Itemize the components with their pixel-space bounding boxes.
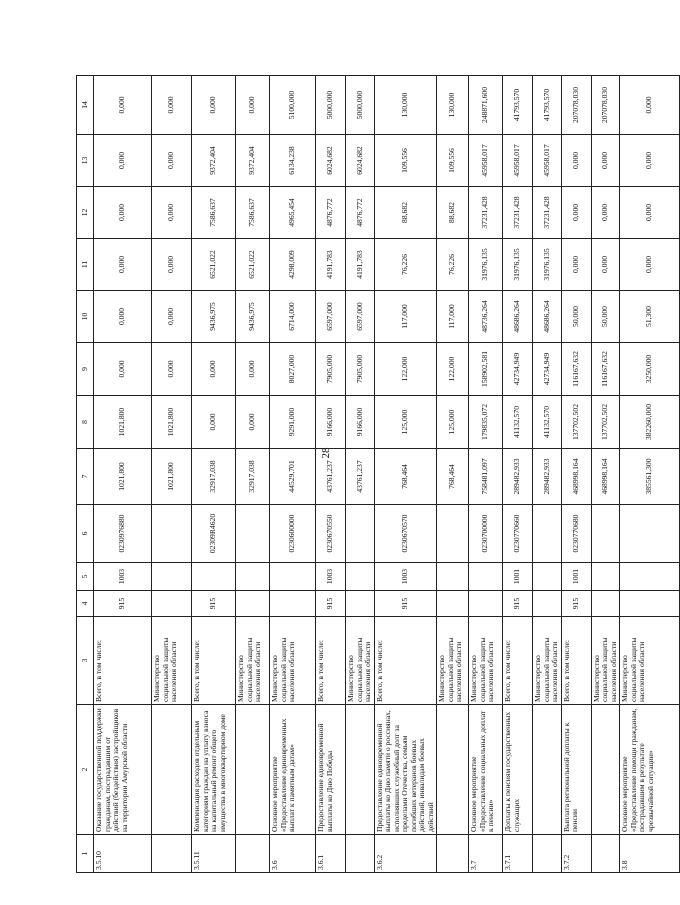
table-cell-col-2: Основное мероприятие «Предоставление социальных доплат к пенсии» xyxy=(469,705,503,835)
table-cell-col-4 xyxy=(437,591,469,617)
table-cell-col-7: 1021,800 xyxy=(152,449,192,505)
table-row xyxy=(561,76,591,873)
table-cell-col-12: 4965,454 xyxy=(270,187,316,239)
table-cell-col-11: 31976,135 xyxy=(503,239,533,291)
table-cell-col-10: 9436,975 xyxy=(192,291,236,343)
table-cell-col-14: 0,000 xyxy=(192,76,236,135)
table-cell-col-7: 468998,164 xyxy=(591,449,620,505)
header-cell: 14 xyxy=(77,76,94,135)
table-cell-col-7: 44529,701 xyxy=(270,449,316,505)
table-cell-col-6: 0230600000 xyxy=(270,505,316,563)
table-cell-col-1: 3.7.2 xyxy=(561,835,591,873)
table-cell-col-12: 88,682 xyxy=(374,187,437,239)
table-cell-col-12: 37231,428 xyxy=(503,187,533,239)
table-cell-col-12: 88,682 xyxy=(437,187,469,239)
table-cell-col-2: Оказание государственной поддержки гражданам, пострадавшим от действий (бездействия) застройщиков на территории Амурской области xyxy=(94,705,152,835)
table-cell-col-7: 43761,237 xyxy=(316,449,346,505)
table-cell-col-8: 179835,072 xyxy=(469,396,503,449)
table-cell-col-2: Компенсация расходов отдельным категориям граждан на уплату взноса на капитальный ремонт общего имущества в многоквартирном доме xyxy=(192,705,236,835)
table-cell-col-11: 0,000 xyxy=(94,239,152,291)
table-cell-col-1: 3.8 xyxy=(620,835,680,873)
table-cell-col-1 xyxy=(346,835,375,873)
header-cell: 13 xyxy=(77,135,94,187)
table-cell-col-11: 4191,783 xyxy=(316,239,346,291)
table-cell-col-11: 0,000 xyxy=(591,239,620,291)
table-cell-col-9: 158902,581 xyxy=(469,343,503,396)
table-cell-col-2 xyxy=(437,705,469,835)
table-cell-col-11: 31976,135 xyxy=(533,239,562,291)
table-cell-col-13: 109,556 xyxy=(374,135,437,187)
table-cell-col-1 xyxy=(152,835,192,873)
table-cell-col-5 xyxy=(236,563,270,591)
table-cell-col-9: 0,000 xyxy=(192,343,236,396)
table-cell-col-12: 0,000 xyxy=(94,187,152,239)
table-cell-col-12: 7586,637 xyxy=(192,187,236,239)
table-cell-col-10: 6597,000 xyxy=(346,291,375,343)
table-cell-col-6: 0230670570 xyxy=(374,505,437,563)
table-cell-col-6 xyxy=(591,505,620,563)
table-cell-col-10: 0,000 xyxy=(94,291,152,343)
table-cell-col-1: 3.7 xyxy=(469,835,503,873)
header-cell: 11 xyxy=(77,239,94,291)
table-cell-col-7: 32917,038 xyxy=(236,449,270,505)
table-cell-col-4: 915 xyxy=(503,591,533,617)
header-cell: 4 xyxy=(77,591,94,617)
table-cell-col-11: 31976,135 xyxy=(469,239,503,291)
header-cell: 12 xyxy=(77,187,94,239)
table-cell-col-8: 137702,502 xyxy=(561,396,591,449)
table-cell-col-1: 3.5.10 xyxy=(94,835,152,873)
table-row xyxy=(533,76,562,873)
table-row xyxy=(346,76,375,873)
table-cell-col-10: 51,300 xyxy=(620,291,680,343)
table-cell-col-2: Предоставление единовременной выплаты ко Дню Победы xyxy=(316,705,346,835)
table-cell-col-13: 45958,017 xyxy=(503,135,533,187)
table-cell-col-12: 37231,428 xyxy=(533,187,562,239)
table-cell-col-4: 915 xyxy=(94,591,152,617)
page-number: 28 xyxy=(320,447,332,459)
table-cell-col-6 xyxy=(152,505,192,563)
header-cell: 2 xyxy=(77,705,94,835)
table-cell-col-6: 0230670550 xyxy=(316,505,346,563)
table-cell-col-1: 3.5.11 xyxy=(192,835,236,873)
header-cell: 9 xyxy=(77,343,94,396)
table-cell-col-4: 915 xyxy=(374,591,437,617)
table-cell-col-2 xyxy=(236,705,270,835)
table-cell-col-9: 0,000 xyxy=(152,343,192,396)
table-cell-col-11: 4191,783 xyxy=(346,239,375,291)
table-cell-col-13: 45958,017 xyxy=(469,135,503,187)
table-header-row xyxy=(77,76,94,873)
table-cell-col-2 xyxy=(152,705,192,835)
table-row xyxy=(437,76,469,873)
table-cell-col-4 xyxy=(152,591,192,617)
table-cell-col-3: Министерство социальной защиты населения области xyxy=(270,617,316,705)
table-cell-col-6: 0230770660 xyxy=(503,505,533,563)
table-cell-col-8: 41132,570 xyxy=(533,396,562,449)
table-cell-col-12: 0,000 xyxy=(620,187,680,239)
table-row xyxy=(374,76,437,873)
table-cell-col-6: 0230700000 xyxy=(469,505,503,563)
table-cell-col-3: Всего, в том числе: xyxy=(561,617,591,705)
table-cell-col-11: 6521,022 xyxy=(192,239,236,291)
table-cell-col-11: 0,000 xyxy=(620,239,680,291)
table-cell-col-12: 0,000 xyxy=(591,187,620,239)
table-cell-col-4 xyxy=(620,591,680,617)
table-cell-col-2 xyxy=(591,705,620,835)
header-cell: 5 xyxy=(77,563,94,591)
table-cell-col-7: 1021,800 xyxy=(94,449,152,505)
table-cell-col-8: 9166,000 xyxy=(346,396,375,449)
table-cell-col-7: 385561,300 xyxy=(620,449,680,505)
table-row xyxy=(620,76,680,873)
table-cell-col-4 xyxy=(469,591,503,617)
table-row xyxy=(469,76,503,873)
table-cell-col-7: 289482,933 xyxy=(533,449,562,505)
table-cell-col-10: 50,000 xyxy=(591,291,620,343)
header-cell: 1 xyxy=(77,835,94,873)
table-cell-col-5 xyxy=(346,563,375,591)
table-cell-col-7: 43761,237 xyxy=(346,449,375,505)
table-cell-col-13: 109,556 xyxy=(437,135,469,187)
table-cell-col-9: 7905,000 xyxy=(346,343,375,396)
table-cell-col-8: 0,000 xyxy=(192,396,236,449)
table-cell-col-9: 0,000 xyxy=(94,343,152,396)
table-cell-col-9: 116167,632 xyxy=(561,343,591,396)
table-row xyxy=(94,76,152,873)
table-cell-col-11: 0,000 xyxy=(152,239,192,291)
table-cell-col-10: 0,000 xyxy=(152,291,192,343)
table-cell-col-3: Министерство социальной защиты населения области xyxy=(346,617,375,705)
table-cell-col-13: 6024,682 xyxy=(346,135,375,187)
table-cell-col-13: 6024,682 xyxy=(316,135,346,187)
table-cell-col-12: 4876,772 xyxy=(346,187,375,239)
table-cell-col-4: 915 xyxy=(316,591,346,617)
header-cell: 8 xyxy=(77,396,94,449)
table-cell-col-14: 5100,000 xyxy=(270,76,316,135)
table-cell-col-7: 768,464 xyxy=(374,449,437,505)
table-cell-col-3: Всего, в том числе: xyxy=(503,617,533,705)
table-row xyxy=(192,76,236,873)
table-cell-col-6 xyxy=(620,505,680,563)
table-cell-col-2: Доплаты к пенсиям государственных служащих xyxy=(503,705,533,835)
table-row xyxy=(270,76,316,873)
table-cell-col-10: 117,000 xyxy=(374,291,437,343)
table-cell-col-14: 0,000 xyxy=(620,76,680,135)
header-cell: 10 xyxy=(77,291,94,343)
table-cell-col-12: 4876,772 xyxy=(316,187,346,239)
table-cell-col-4 xyxy=(533,591,562,617)
table-cell-col-14: 5000,000 xyxy=(316,76,346,135)
table-cell-col-7: 758481,097 xyxy=(469,449,503,505)
table-cell-col-5 xyxy=(533,563,562,591)
table-cell-col-8: 382260,000 xyxy=(620,396,680,449)
table-cell-col-14: 0,000 xyxy=(152,76,192,135)
table-cell-col-8: 1021,800 xyxy=(152,396,192,449)
table-cell-col-2: Основное мероприятие «Предоставление единовременных выплат к памятным датам» xyxy=(270,705,316,835)
header-cell: 6 xyxy=(77,505,94,563)
table-cell-col-14: 0,000 xyxy=(236,76,270,135)
table-cell-col-9: 42734,949 xyxy=(503,343,533,396)
table-cell-col-2: Основное мероприятие «Предоставление помощи гражданам, пострадавшим в результате чрезвычайной ситуации» xyxy=(620,705,680,835)
table-cell-col-10: 6597,000 xyxy=(316,291,346,343)
table-cell-col-3: Всего, в том числе: xyxy=(94,617,152,705)
table-cell-col-8: 41132,570 xyxy=(503,396,533,449)
table-cell-col-14: 41793,570 xyxy=(533,76,562,135)
table-cell-col-3: Министерство социальной защиты населения области xyxy=(437,617,469,705)
table-cell-col-9: 116167,632 xyxy=(591,343,620,396)
table-cell-col-5: 1001 xyxy=(503,563,533,591)
table-cell-col-3: Всего, в том числе: xyxy=(316,617,346,705)
table-cell-col-8: 125,000 xyxy=(437,396,469,449)
table-cell-col-14: 207078,030 xyxy=(591,76,620,135)
table-cell-col-1 xyxy=(591,835,620,873)
table-row xyxy=(503,76,533,873)
table-cell-col-6 xyxy=(437,505,469,563)
table-cell-col-9: 7905,000 xyxy=(316,343,346,396)
table-cell-col-3: Министерство социальной защиты населения области xyxy=(620,617,680,705)
table-cell-col-14: 41793,570 xyxy=(503,76,533,135)
table-cell-col-1 xyxy=(533,835,562,873)
table-cell-col-5 xyxy=(591,563,620,591)
table-cell-col-2 xyxy=(533,705,562,835)
table-cell-col-14: 130,000 xyxy=(437,76,469,135)
table-cell-col-10: 48686,264 xyxy=(503,291,533,343)
table-cell-col-3: Министерство социальной защиты населения области xyxy=(236,617,270,705)
table-rotated-container xyxy=(76,76,655,873)
table-row xyxy=(591,76,620,873)
table-cell-col-8: 137702,502 xyxy=(591,396,620,449)
table-cell-col-5 xyxy=(469,563,503,591)
table-cell-col-4 xyxy=(236,591,270,617)
table-cell-col-1: 3.7.1 xyxy=(503,835,533,873)
table-cell-col-8: 125,000 xyxy=(374,396,437,449)
table-cell-col-1: 3.6.1 xyxy=(316,835,346,873)
table-cell-col-4: 915 xyxy=(192,591,236,617)
table-cell-col-6: 02309R4620 xyxy=(192,505,236,563)
header-cell: 3 xyxy=(77,617,94,705)
table-cell-col-12: 0,000 xyxy=(152,187,192,239)
table-cell-col-5: 1001 xyxy=(561,563,591,591)
table-frame xyxy=(76,76,655,873)
table-cell-col-7: 32917,038 xyxy=(192,449,236,505)
table-cell-col-8: 9166,000 xyxy=(316,396,346,449)
table-cell-col-8: 0,000 xyxy=(236,396,270,449)
table-cell-col-6: 0230976880 xyxy=(94,505,152,563)
table-cell-col-9: 3250,000 xyxy=(620,343,680,396)
table-cell-col-7: 468998,164 xyxy=(561,449,591,505)
table-cell-col-3: Всего, в том числе: xyxy=(374,617,437,705)
table-cell-col-10: 9436,975 xyxy=(236,291,270,343)
table-cell-col-3: Всего, в том числе: xyxy=(192,617,236,705)
table-cell-col-5 xyxy=(437,563,469,591)
table-cell-col-13: 0,000 xyxy=(152,135,192,187)
table-cell-col-1 xyxy=(437,835,469,873)
table-cell-col-10: 48686,264 xyxy=(533,291,562,343)
table-row xyxy=(236,76,270,873)
table-cell-col-9: 8027,000 xyxy=(270,343,316,396)
table-cell-col-2: Предоставление единовременной выплаты ко Дню памяти о россиянах, исполнявших служебный долг за пределами Отечества, семьям погибших ветеранов боевых действий, инвалидам боевых действий xyxy=(374,705,437,835)
table-cell-col-4 xyxy=(270,591,316,617)
table-cell-col-11: 76,226 xyxy=(437,239,469,291)
table-row xyxy=(152,76,192,873)
table-cell-col-10: 117,000 xyxy=(437,291,469,343)
table-cell-col-8: 1021,800 xyxy=(94,396,152,449)
table-cell-col-1: 3.6.2 xyxy=(374,835,437,873)
table-cell-col-12: 37231,428 xyxy=(469,187,503,239)
table-cell-col-9: 122,000 xyxy=(374,343,437,396)
table-cell-col-9: 122,000 xyxy=(437,343,469,396)
table-cell-col-11: 0,000 xyxy=(561,239,591,291)
table-cell-col-6 xyxy=(236,505,270,563)
table-cell-col-1: 3.6 xyxy=(270,835,316,873)
table-cell-col-13: 0,000 xyxy=(561,135,591,187)
table-cell-col-4 xyxy=(346,591,375,617)
table-cell-col-6 xyxy=(533,505,562,563)
table-cell-col-3: Министерство социальной защиты населения области xyxy=(152,617,192,705)
table-cell-col-4 xyxy=(591,591,620,617)
table-cell-col-13: 0,000 xyxy=(591,135,620,187)
budget-table xyxy=(76,75,680,873)
table-cell-col-9: 42734,949 xyxy=(533,343,562,396)
table-cell-col-14: 0,000 xyxy=(94,76,152,135)
table-cell-col-10: 6714,000 xyxy=(270,291,316,343)
table-cell-col-10: 50,000 xyxy=(561,291,591,343)
table-row xyxy=(316,76,346,873)
table-cell-col-13: 45958,017 xyxy=(533,135,562,187)
table-cell-col-5 xyxy=(620,563,680,591)
table-cell-col-13: 9372,404 xyxy=(236,135,270,187)
table-cell-col-14: 248871,600 xyxy=(469,76,503,135)
table-cell-col-13: 6134,238 xyxy=(270,135,316,187)
table-cell-col-6 xyxy=(346,505,375,563)
table-cell-col-13: 0,000 xyxy=(620,135,680,187)
table-cell-col-14: 207078,030 xyxy=(561,76,591,135)
table-cell-col-14: 5000,000 xyxy=(346,76,375,135)
header-cell: 7 xyxy=(77,449,94,505)
table-cell-col-3: Министерство социальной защиты населения области xyxy=(591,617,620,705)
table-cell-col-9: 0,000 xyxy=(236,343,270,396)
table-cell-col-11: 4298,009 xyxy=(270,239,316,291)
table-cell-col-2 xyxy=(346,705,375,835)
table-cell-col-7: 768,464 xyxy=(437,449,469,505)
table-cell-col-8: 9291,000 xyxy=(270,396,316,449)
table-cell-col-5 xyxy=(270,563,316,591)
table-cell-col-13: 0,000 xyxy=(94,135,152,187)
table-cell-col-6: 0230770680 xyxy=(561,505,591,563)
table-cell-col-10: 48736,264 xyxy=(469,291,503,343)
table-cell-col-5: 1003 xyxy=(316,563,346,591)
table-cell-col-5 xyxy=(152,563,192,591)
table-cell-col-11: 76,226 xyxy=(374,239,437,291)
table-cell-col-12: 0,000 xyxy=(561,187,591,239)
table-cell-col-5 xyxy=(192,563,236,591)
table-body xyxy=(77,76,680,873)
table-cell-col-2: Выплата региональной доплаты к пенсии xyxy=(561,705,591,835)
table-cell-col-1 xyxy=(236,835,270,873)
table-cell-col-3: Министерство социальной защиты населения области xyxy=(469,617,503,705)
table-cell-col-11: 6521,022 xyxy=(236,239,270,291)
table-cell-col-7: 289482,933 xyxy=(503,449,533,505)
table-cell-col-5: 1003 xyxy=(94,563,152,591)
table-cell-col-13: 9372,404 xyxy=(192,135,236,187)
table-cell-col-3: Министерство социальной защиты населения области xyxy=(533,617,562,705)
table-cell-col-5: 1003 xyxy=(374,563,437,591)
table-cell-col-4: 915 xyxy=(561,591,591,617)
table-cell-col-12: 7586,637 xyxy=(236,187,270,239)
table-cell-col-14: 130,000 xyxy=(374,76,437,135)
